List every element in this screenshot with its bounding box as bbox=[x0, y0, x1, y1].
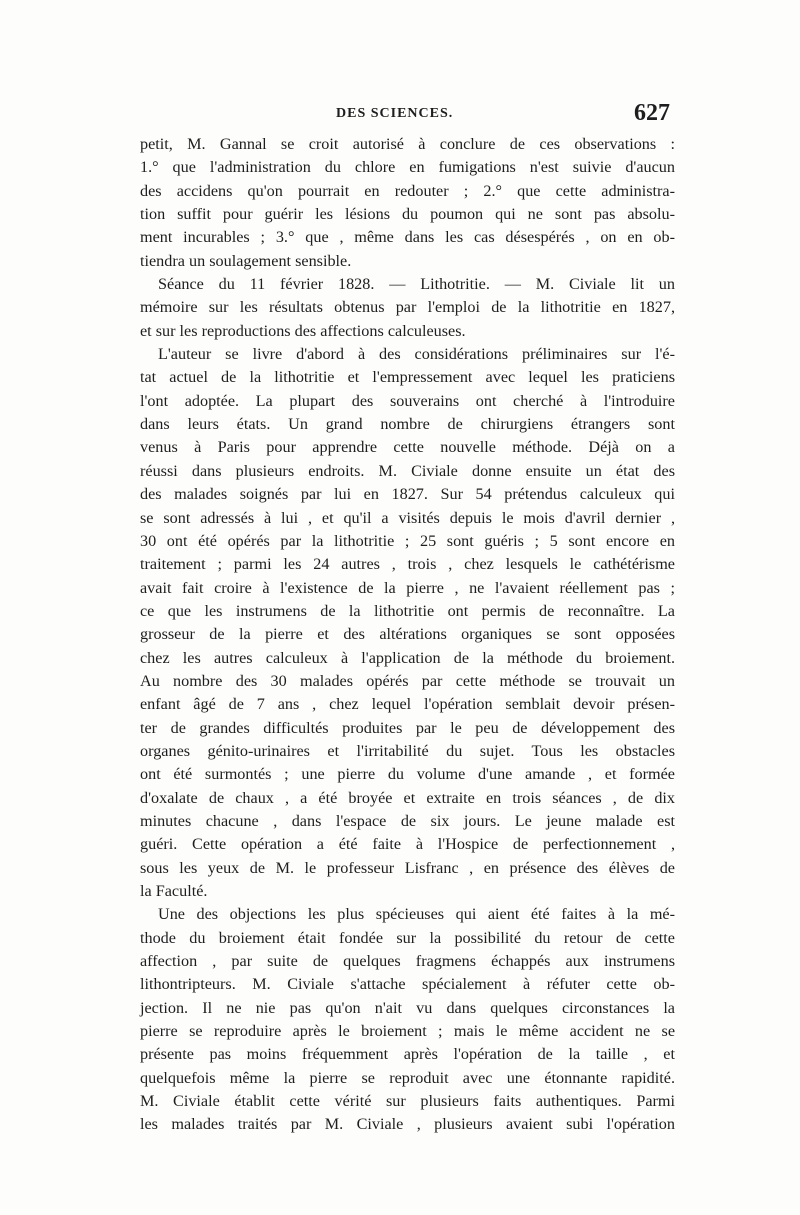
text-line: tiendra un soulagement sensible. bbox=[140, 251, 352, 270]
text-line: se sont adressés à lui , et qu'il a visités depuis le mois d'avril dernier , bbox=[140, 508, 675, 527]
text-line: traitement ; parmi les 24 autres , trois , chez lesquels le cathétérisme bbox=[140, 555, 675, 574]
body-text bbox=[140, 133, 675, 1137]
text-line: des accidens qu'on pourrait en redouter ; 2.° que cette administra- bbox=[140, 181, 675, 200]
text-line: lithontripteurs. M. Civiale s'attache spécialement à réfuter cette ob- bbox=[140, 975, 675, 994]
text-line: dans leurs états. Un grand nombre de chirurgiens étrangers sont bbox=[140, 415, 675, 434]
text-line: petit, M. Gannal se croit autorisé à conclure de ces observations : bbox=[140, 135, 675, 153]
text-line: jection. Il ne nie pas qu'on n'ait vu dans quelques circonstances la bbox=[140, 998, 675, 1017]
text-line: guéri. Cette opération a été faite à l'Hospice de perfectionnement , bbox=[140, 835, 675, 854]
text-line: minutes chacune , dans l'espace de six jours. Le jeune malade est bbox=[140, 811, 675, 830]
text-line: ter de grandes difficultés produites par le peu de développement des bbox=[140, 718, 675, 737]
text-line: et sur les reproductions des affections calculeuses. bbox=[140, 321, 466, 340]
text-line: sous les yeux de M. le professeur Lisfranc , en présence des élèves de bbox=[140, 858, 675, 877]
running-head: DES SCIENCES. bbox=[336, 106, 454, 121]
text-line: d'oxalate de chaux , a été broyée et extraite en trois séances , de dix bbox=[140, 788, 675, 807]
text-line: 30 ont été opérés par la lithotritie ; 25 sont guéris ; 5 sont encore en bbox=[140, 531, 675, 550]
text-line: quelquefois même la pierre se reproduit avec une étonnante rapidité. bbox=[140, 1068, 675, 1087]
text-line: l'ont adoptée. La plupart des souverains ont cherché à l'introduire bbox=[140, 391, 675, 410]
text-line: réussi dans plusieurs endroits. M. Civiale donne ensuite un état des bbox=[140, 461, 675, 480]
text-line: avait fait croire à l'existence de la pierre , ne l'avaient réellement pas ; bbox=[140, 578, 675, 597]
text-line: Séance du 11 février 1828. — Lithotritie. — M. Civiale lit un bbox=[158, 275, 675, 294]
page-header bbox=[140, 100, 670, 130]
text-line: mémoire sur les résultats obtenus par l'emploi de la lithotritie en 1827, bbox=[140, 298, 675, 317]
text-line: organes génito-urinaires et l'irritabilité du sujet. Tous les obstacles bbox=[140, 741, 675, 760]
page-number: 627 bbox=[634, 100, 670, 126]
text-line: grosseur de la pierre et des altérations organiques se sont opposées bbox=[140, 625, 675, 644]
text-line: chez les autres calculeux à l'application de la méthode du broiement. bbox=[140, 648, 675, 667]
text-line: M. Civiale établit cette vérité sur plusieurs faits authentiques. Parmi bbox=[140, 1092, 675, 1111]
text-line: affection , par suite de quelques fragmens échappés aux instrumens bbox=[140, 952, 675, 971]
text-line: Une des objections les plus spécieuses qui aient été faites à la mé- bbox=[158, 905, 675, 924]
text-line: ont été surmontés ; une pierre du volume d'une amande , et formée bbox=[140, 765, 675, 784]
text-line: ce que les instrumens de la lithotritie ont permis de reconnaître. La bbox=[140, 601, 675, 620]
text-line: thode du broiement était fondée sur la possibilité du retour de cette bbox=[140, 928, 675, 947]
text-line: tion suffit pour guérir les lésions du poumon qui ne sont pas absolu- bbox=[140, 205, 675, 224]
text-line: enfant âgé de 7 ans , chez lequel l'opération semblait devoir présen- bbox=[140, 695, 675, 714]
text-line: les malades traités par M. Civiale , plusieurs avaient subi l'opération bbox=[140, 1115, 675, 1134]
text-line: 1.° que l'administration du chlore en fumigations n'est suivie d'aucun bbox=[140, 158, 675, 177]
text-line: L'auteur se livre d'abord à des considérations préliminaires sur l'é- bbox=[158, 345, 675, 364]
text-line: tat actuel de la lithotritie et l'empressement avec lequel les praticiens bbox=[140, 368, 675, 387]
text-line: des malades soignés par lui en 1827. Sur 54 prétendus calculeux qui bbox=[140, 485, 675, 504]
text-line: ment incurables ; 3.° que , même dans les cas désespérés , on en ob- bbox=[140, 228, 675, 247]
text-line: venus à Paris pour apprendre cette nouvelle méthode. Déjà on a bbox=[140, 438, 675, 457]
text-line: la Faculté. bbox=[140, 882, 208, 900]
text-line: Au nombre des 30 malades opérés par cette méthode se trouvait un bbox=[140, 671, 675, 690]
text-line: pierre se reproduire après le broiement ; mais le même accident ne se bbox=[140, 1022, 675, 1041]
text-line: présente pas moins fréquemment après l'opération de la taille , et bbox=[140, 1045, 675, 1064]
